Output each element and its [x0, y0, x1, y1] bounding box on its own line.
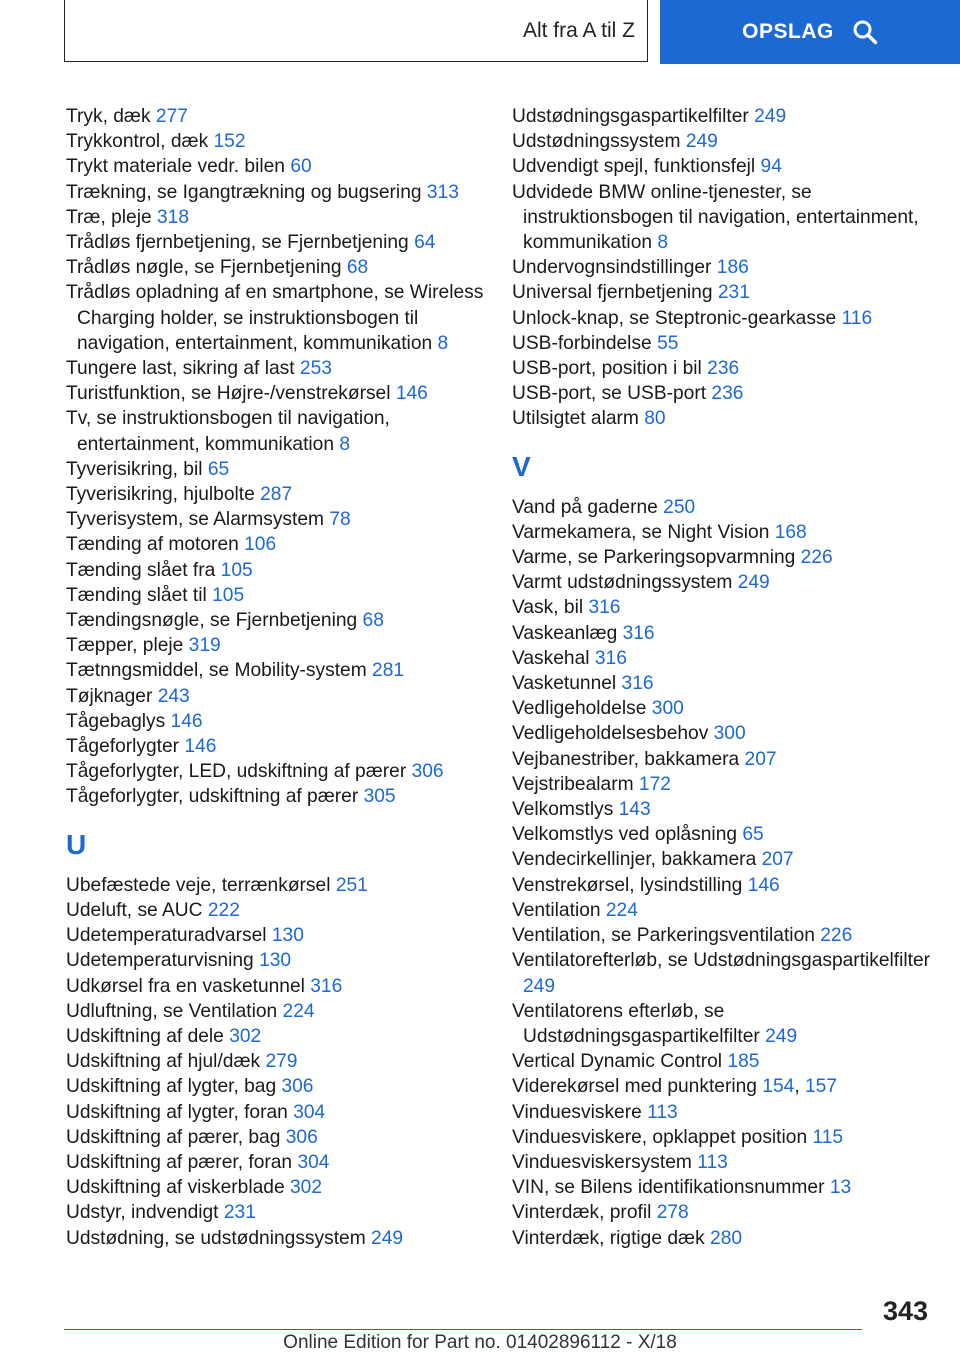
index-entry-text: Udskiftning af hjul/dæk — [66, 1051, 261, 1073]
page-reference-link[interactable]: 116 — [841, 307, 873, 329]
page-number: 343 — [882, 1296, 928, 1326]
index-entry — [512, 545, 932, 570]
index-entry — [512, 999, 932, 1049]
index-entry — [512, 356, 932, 381]
index-entry — [66, 974, 486, 999]
page-reference-link[interactable]: 146 — [184, 736, 217, 758]
index-entry-text: Varmt udstødningssystem — [512, 572, 733, 594]
index-entry-text: Vendecirkellinjer, bakkamera — [512, 849, 757, 871]
index-entry-text: Tågeforlygter — [66, 736, 180, 758]
page-reference-link[interactable]: 68 — [346, 257, 369, 279]
page-reference-link[interactable]: 251 — [335, 874, 368, 896]
index-entry-text: Vedligeholdelse — [512, 698, 647, 720]
page-reference-link[interactable]: 304 — [297, 1151, 330, 1173]
page-reference-link[interactable]: 224 — [282, 1000, 315, 1022]
index-entry — [512, 898, 932, 923]
index-entry-text: Udskiftning af pærer, foran — [66, 1151, 293, 1173]
index-entry — [66, 356, 486, 381]
page-reference-link[interactable]: 302 — [229, 1025, 262, 1047]
page-reference-link[interactable]: 306 — [411, 761, 444, 783]
page-reference-link[interactable]: 316 — [622, 622, 655, 644]
index-entry — [512, 873, 932, 898]
index-entry-text: Udskiftning af lygter, bag — [66, 1076, 277, 1098]
index-entry-text: Udskiftning af pærer, bag — [66, 1126, 281, 1148]
page-reference-link[interactable]: 231 — [717, 282, 750, 304]
page-reference-link[interactable]: 253 — [299, 358, 332, 380]
index-entry-text: Udskiftning af viskerblade — [66, 1177, 285, 1199]
page-reference-link[interactable]: 226 — [820, 925, 853, 947]
index-entry-text: Trådløs fjernbetjening, se Fjernbetjening — [66, 232, 409, 254]
index-entry-text: Trådløs nøgle, se Fjernbetjening — [66, 257, 342, 279]
page-reference-link[interactable]: 277 — [155, 106, 188, 127]
page-reference-link[interactable]: 280 — [710, 1227, 743, 1249]
index-entry-text: Ventilatorens efterløb, se Udstødningsgaspartikelfilter — [512, 1000, 760, 1047]
page-reference-link[interactable]: 186 — [716, 257, 749, 279]
index-entry-text: Tæpper, pleje — [66, 635, 184, 657]
page-reference-link[interactable]: 300 — [651, 698, 684, 720]
page-reference-link[interactable]: 207 — [744, 748, 777, 770]
index-entry-text: Unlock-knap, se Steptronic-gearkasse — [512, 307, 837, 329]
section-letter: V — [512, 450, 531, 482]
index-entry-text: Vinterdæk, rigtige dæk — [512, 1227, 705, 1249]
index-entry-text: Universal fjernbetjening — [512, 282, 713, 304]
index-entry-text: Vertical Dynamic Control — [512, 1051, 723, 1073]
index-entry — [512, 381, 932, 406]
index-entry — [66, 1125, 486, 1150]
index-entry — [66, 482, 486, 507]
page-reference-link[interactable]: 8 — [657, 232, 669, 254]
index-entry-text: Ventilatorefterløb, se Udstødningsgaspartikelfilter — [512, 950, 931, 972]
index-entry — [66, 734, 486, 759]
index-entry — [66, 532, 486, 557]
index-entry-text: Tænding af motoren — [66, 534, 239, 556]
index-entry — [66, 180, 486, 205]
index-entry — [66, 104, 486, 129]
index-column-right — [512, 104, 932, 1251]
page-reference-link[interactable]: 78 — [329, 509, 351, 531]
index-entry — [66, 507, 486, 532]
index-entry-text: Udskiftning af dele — [66, 1025, 224, 1047]
index-entry — [512, 671, 932, 696]
lookup-button[interactable] — [660, 0, 960, 64]
index-entry-text: Træ, pleje — [66, 206, 152, 228]
index-entry — [66, 684, 486, 709]
page-reference-link[interactable]: 130 — [271, 925, 304, 947]
index-column-left — [66, 104, 486, 1251]
index-entry — [512, 180, 932, 256]
page-reference-link[interactable]: 94 — [760, 156, 782, 178]
index-entry — [512, 1226, 932, 1251]
page-reference-link[interactable]: 222 — [207, 899, 240, 921]
footer-edition-text: Online Edition for Part no. 01402896112 - X/18 — [283, 1332, 677, 1353]
index-entry-text: USB-forbindelse — [512, 332, 652, 354]
index-entry — [512, 948, 932, 998]
index-entry-text: Udetemperaturvisning — [66, 950, 254, 972]
section-tab[interactable] — [64, 0, 648, 62]
index-entry — [512, 495, 932, 520]
page-reference-link[interactable]: 316 — [310, 975, 343, 997]
index-entry-text: Vinterdæk, profil — [512, 1202, 652, 1224]
index-entry-text: Vinduesviskersystem — [512, 1151, 692, 1173]
page-reference-link[interactable]: 318 — [157, 206, 190, 228]
index-entry-text: Vasketunnel — [512, 673, 617, 695]
index-entry-text: Tyverisikring, hjulbolte — [66, 484, 255, 506]
page-reference-link[interactable]: 113 — [697, 1151, 728, 1173]
index-entry-text: Tågeforlygter, LED, udskiftning af pærer — [66, 761, 407, 783]
page-reference-link[interactable]: 13 — [829, 1177, 852, 1199]
page-reference-link[interactable]: 55 — [657, 332, 679, 354]
page-reference-link[interactable]: 152 — [213, 131, 246, 153]
page-reference-link[interactable]: 80 — [644, 408, 666, 430]
index-entry — [66, 230, 486, 255]
page-reference-link[interactable]: 316 — [621, 673, 654, 695]
index-entry — [66, 406, 486, 456]
index-entry-text: Varmekamera, se Night Vision — [512, 521, 770, 543]
index-entry-text: Tætnngsmiddel, se Mobility-system — [66, 660, 367, 682]
page-reference-link[interactable]: 168 — [774, 521, 807, 543]
index-entry-text: Udkørsel fra en vasketunnel — [66, 975, 305, 997]
index-entry — [512, 1049, 932, 1074]
index-entry-text: Trådløs opladning af en smartphone, se Wireless Charging holder, se instruktionsbogen til navigation, entertainment, kommunikation — [66, 282, 484, 354]
page-reference-link[interactable]: 302 — [289, 1177, 322, 1199]
page-reference-link[interactable]: 319 — [188, 635, 221, 657]
page-reference-link[interactable]: 249 — [371, 1227, 404, 1249]
index-entry-text: Udskiftning af lygter, foran — [66, 1101, 288, 1123]
page-reference-link[interactable]: 130 — [259, 950, 292, 972]
index-entry-text: Vinduesviskere, opklappet position — [512, 1126, 808, 1148]
index-entry-text: USB-port, se USB-port — [512, 383, 707, 405]
index-entry — [512, 1175, 932, 1200]
index-entry — [66, 255, 486, 280]
page-reference-link[interactable]: 146 — [170, 710, 203, 732]
index-entry-text: Tøjknager — [66, 685, 153, 707]
section-title: Alt fra A til Z — [522, 18, 635, 42]
index-entry-text: USB-port, position i bil — [512, 358, 702, 380]
index-entry-text: Undervognsindstillinger — [512, 257, 712, 279]
index-entry — [512, 721, 932, 746]
index-entry-text: Trykt materiale vedr. bilen — [66, 156, 285, 178]
index-entry — [512, 280, 932, 305]
index-entry-text: Tyverisikring, bil — [66, 458, 203, 480]
index-entry — [512, 621, 932, 646]
index-entry-text: VIN, se Bilens identifikationsnummer — [512, 1177, 825, 1199]
page-reference-link[interactable]: 65 — [742, 824, 764, 846]
page-reference-link[interactable]: 250 — [663, 496, 696, 518]
index-entry — [66, 205, 486, 230]
page-reference-link[interactable]: 157 — [805, 1076, 838, 1098]
index-entry-text: Trækning, se Igangtrækning og bugsering — [66, 181, 422, 203]
index-entry — [66, 1100, 486, 1125]
index-entry — [512, 772, 932, 797]
page-reference-link[interactable]: 115 — [812, 1126, 844, 1148]
index-entry-text: Udvidede BMW online-tjenester, se instruktionsbogen til navigation, entertainment, kommunikation — [512, 181, 919, 254]
index-entry-text: Vaskehal — [512, 647, 590, 669]
page-reference-link[interactable]: 60 — [290, 156, 312, 178]
index-entry-text: Ventilation — [512, 899, 601, 921]
index-entry-text: Tænding slået fra — [66, 559, 216, 581]
search-icon — [852, 19, 878, 45]
page-reference-link[interactable]: 249 — [765, 1025, 798, 1047]
index-entry-text: Udstødning, se udstødningssystem — [66, 1227, 366, 1249]
page-reference-link[interactable]: 207 — [761, 849, 794, 871]
index-entry — [66, 583, 486, 608]
index-entry-text: Vejbanestriber, bakkamera — [512, 748, 740, 770]
index-entry — [66, 759, 486, 784]
page-reference-link[interactable]: 226 — [800, 547, 833, 569]
index-entry-text: Ubefæstede veje, terrænkørsel — [66, 874, 331, 896]
index-entry — [66, 658, 486, 683]
index-entry-text: Velkomstlys — [512, 799, 614, 821]
page-reference-link[interactable]: 236 — [711, 383, 744, 405]
index-entry — [66, 923, 486, 948]
index-entry-text: Velkomstlys ved oplåsning — [512, 824, 738, 846]
index-entry-text: Vand på gaderne — [512, 496, 658, 518]
index-entry — [66, 784, 486, 809]
index-entry — [512, 570, 932, 595]
index-entry-text: Udvendigt spejl, funktionsfejl — [512, 156, 756, 178]
index-entry-text: Udeluft, se AUC — [66, 899, 203, 921]
page-reference-link[interactable]: 105 — [212, 584, 245, 606]
page-reference-link[interactable]: 278 — [656, 1202, 689, 1224]
page-reference-link[interactable]: 316 — [594, 647, 627, 669]
page-reference-link[interactable]: 316 — [588, 597, 621, 619]
index-entry-text: Turistfunktion, se Højre-/venstrekørsel — [66, 383, 391, 405]
page-reference-link[interactable]: 279 — [265, 1051, 298, 1073]
index-entry-text: Viderekørsel med punktering — [512, 1076, 757, 1098]
page-reference-link[interactable]: 8 — [437, 332, 449, 354]
index-entry-text: Udluftning, se Ventilation — [66, 1000, 278, 1022]
page-reference-link[interactable]: 143 — [618, 799, 651, 821]
page-reference-link[interactable]: 243 — [157, 685, 190, 707]
index-entry-text: Trykkontrol, dæk — [66, 131, 209, 153]
index-entry — [512, 406, 932, 431]
page-reference-link[interactable]: 249 — [523, 975, 556, 997]
page-reference-link[interactable]: 306 — [285, 1126, 318, 1148]
index-entry — [66, 381, 486, 406]
index-entry — [66, 608, 486, 633]
index-entry-text: Tryk, dæk — [66, 106, 151, 127]
index-entry — [512, 1150, 932, 1175]
page-reference-link[interactable]: 8 — [339, 433, 351, 455]
page-reference-link[interactable]: 224 — [605, 899, 638, 921]
page-reference-link[interactable]: 113 — [647, 1101, 678, 1123]
index-entry — [512, 646, 932, 671]
index-entry-text: Vedligeholdelsesbehov — [512, 723, 709, 745]
index-entry — [512, 255, 932, 280]
index-entry — [512, 104, 932, 129]
index-entry — [66, 948, 486, 973]
index-entry — [512, 129, 932, 154]
page-reference-link[interactable]: 306 — [281, 1076, 314, 1098]
index-entry — [512, 1125, 932, 1150]
footer-divider — [64, 1329, 862, 1330]
index-entry-text: Vaskeanlæg — [512, 622, 618, 644]
page-reference-link[interactable]: 185 — [727, 1051, 760, 1073]
index-entry-text: Tungere last, sikring af last — [66, 358, 295, 380]
index-entry — [66, 1074, 486, 1099]
page-reference-link[interactable]: 249 — [685, 131, 718, 153]
page-reference-link[interactable]: 249 — [737, 572, 770, 594]
index-entry-text: Tågebaglys — [66, 710, 166, 732]
index-entry — [66, 999, 486, 1024]
page-reference-link[interactable]: 281 — [372, 660, 405, 682]
index-entry — [512, 520, 932, 545]
index-entry — [512, 154, 932, 179]
index-entry-text: Tågeforlygter, udskiftning af pærer — [66, 786, 359, 808]
index-entry — [66, 1200, 486, 1225]
page-reference-link[interactable]: 231 — [223, 1202, 256, 1224]
page-reference-link[interactable]: 236 — [707, 358, 740, 380]
index-entry — [66, 1024, 486, 1049]
index-entry-text: Udstødningsgaspartikelfilter — [512, 106, 749, 127]
index-entry-text: Udstyr, indvendigt — [66, 1202, 219, 1224]
index-entry — [512, 847, 932, 872]
page-reference-link[interactable]: 146 — [395, 383, 428, 405]
index-entry — [512, 595, 932, 620]
index-entry — [512, 306, 932, 331]
index-entry-text: Vejstribealarm — [512, 773, 634, 795]
index-entry — [66, 1049, 486, 1074]
index-entry — [66, 129, 486, 154]
index-entry-text: Vask, bil — [512, 597, 584, 619]
page-reference-link[interactable]: 313 — [426, 181, 459, 203]
index-entry-text: Tyverisystem, se Alarmsystem — [66, 509, 325, 531]
index-entry — [512, 923, 932, 948]
index-entry-text: Tv, se instruktionsbogen til navigation, entertainment, kommunikation — [66, 408, 390, 455]
index-entry-text: Ventilation, se Parkeringsventilation — [512, 925, 815, 947]
index-entry-text: Vinduesviskere — [512, 1101, 642, 1123]
page-reference-link[interactable]: 287 — [260, 484, 293, 506]
index-entry — [66, 280, 486, 356]
index-entry — [66, 457, 486, 482]
index-entry-text: Udstødningssystem — [512, 131, 681, 153]
index-entry — [512, 747, 932, 772]
page-reference-link[interactable]: 172 — [638, 773, 671, 795]
index-entry — [66, 1150, 486, 1175]
lookup-label: OPSLAG — [742, 20, 834, 43]
index-entry-text: Varme, se Parkeringsopvarmning — [512, 547, 796, 569]
index-entry-text: Venstrekørsel, lysindstilling — [512, 874, 743, 896]
section-letter: U — [66, 828, 87, 860]
index-entry — [66, 558, 486, 583]
index-entry — [512, 1200, 932, 1225]
index-entry — [512, 822, 932, 847]
page-reference-link[interactable]: 105 — [220, 559, 253, 581]
index-entry-text: Tænding slået til — [66, 584, 207, 606]
index-entry — [66, 1226, 486, 1251]
index-entry — [512, 331, 932, 356]
index-entry — [66, 1175, 486, 1200]
index-entry-text: Utilsigtet alarm — [512, 408, 639, 430]
index-entry — [512, 1100, 932, 1125]
page-reference-link[interactable]: 64 — [414, 232, 436, 254]
index-entry — [512, 696, 932, 721]
page-reference-link[interactable]: 65 — [207, 458, 230, 480]
index-entry — [66, 873, 486, 898]
index-entry-text: Udetemperaturadvarsel — [66, 925, 267, 947]
page-reference-link[interactable]: 154 — [762, 1076, 795, 1098]
page-reference-link[interactable]: 300 — [713, 723, 746, 745]
page-reference-link[interactable]: 106 — [244, 534, 277, 556]
index-entry — [66, 633, 486, 658]
page-reference-link[interactable]: 68 — [362, 610, 384, 632]
index-entry — [66, 898, 486, 923]
page-reference-link[interactable]: 146 — [747, 874, 780, 896]
page-reference-link[interactable]: 305 — [363, 786, 396, 808]
index-entry — [66, 154, 486, 179]
page-reference-link[interactable]: 249 — [754, 106, 787, 127]
index-entry-text: Tændingsnøgle, se Fjernbetjening — [66, 610, 358, 632]
index-entry — [66, 709, 486, 734]
index-entry — [512, 797, 932, 822]
index-entry: Viderekørsel med punktering 154, 157 — [512, 1076, 838, 1098]
page-reference-link[interactable]: 304 — [293, 1101, 326, 1123]
